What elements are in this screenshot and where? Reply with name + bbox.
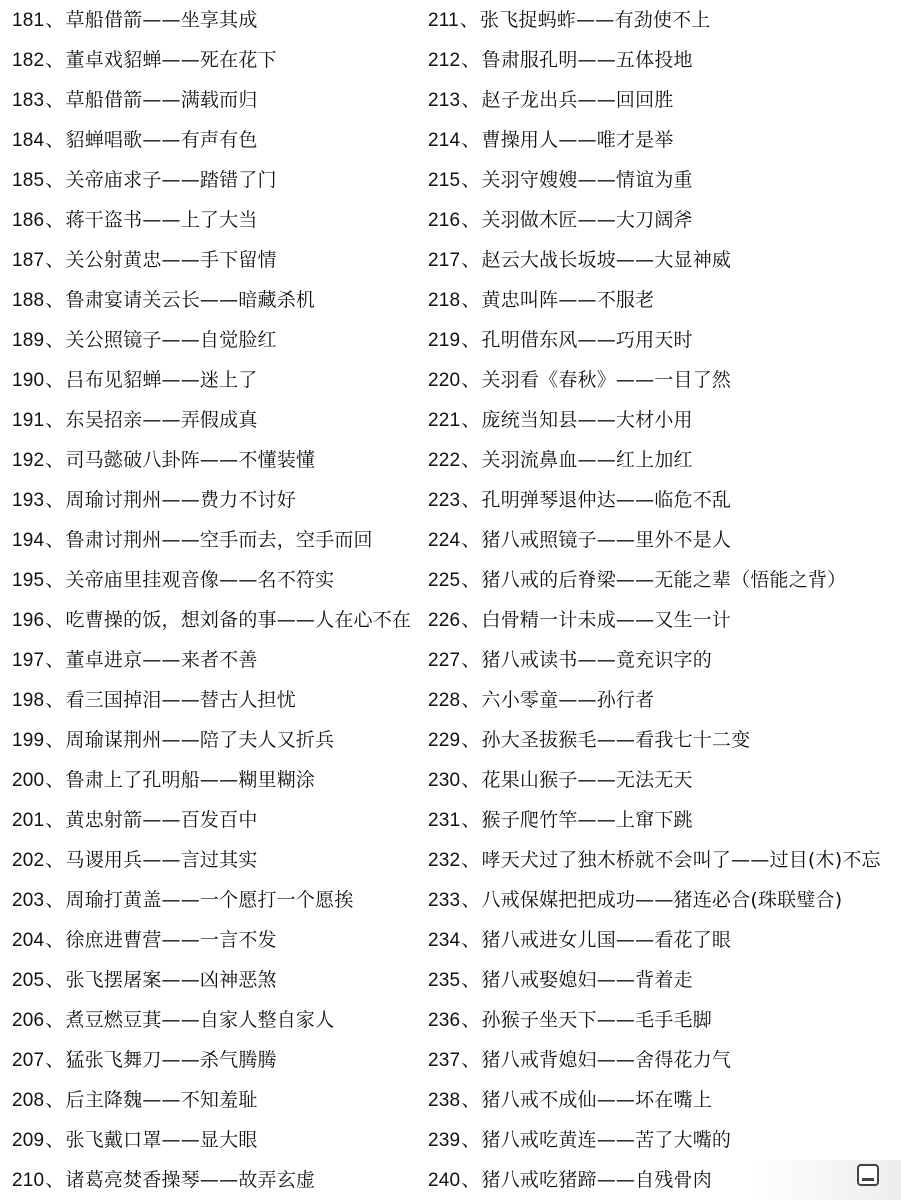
item-separator: 、 — [461, 289, 481, 311]
item-number: 239 — [428, 1130, 461, 1151]
item-number: 238 — [428, 1090, 461, 1111]
item-number: 211 — [428, 10, 459, 31]
item-separator: 、 — [45, 49, 65, 71]
item-number: 192 — [12, 450, 45, 471]
item-text: 关公射黄忠——手下留情 — [65, 249, 277, 271]
list-item — [12, 400, 430, 440]
item-number: 209 — [12, 1130, 45, 1151]
item-separator: 、 — [461, 929, 481, 951]
list-item — [428, 160, 898, 200]
item-text: 关羽看《春秋》——一目了然 — [481, 369, 732, 391]
item-number: 225 — [428, 570, 461, 591]
item-text: 鲁肃讨荆州——空手而去，空手而回 — [65, 529, 373, 551]
list-item — [12, 1120, 430, 1160]
item-separator: 、 — [45, 889, 65, 911]
item-text: 六小零童——孙行者 — [481, 689, 655, 711]
item-text: 关羽做木匠——大刀阔斧 — [481, 209, 693, 231]
item-number: 217 — [428, 250, 461, 271]
list-item — [12, 200, 430, 240]
item-text: 煮豆燃豆萁——自家人整自家人 — [65, 1009, 335, 1031]
item-separator: 、 — [45, 289, 65, 311]
item-separator: 、 — [461, 449, 481, 471]
item-text: 鲁肃服孔明——五体投地 — [481, 49, 693, 71]
item-separator: 、 — [45, 169, 65, 191]
item-text: 哮天犬过了独木桥就不会叫了——过目(木)不忘 — [481, 849, 881, 871]
item-text: 八戒保媒把把成功——猪连必合(珠联璧合) — [481, 889, 843, 911]
list-item — [428, 760, 898, 800]
item-text: 黄忠叫阵——不服老 — [481, 289, 655, 311]
item-separator: 、 — [45, 89, 65, 111]
item-text: 张飞摆屠案——凶神恶煞 — [65, 969, 277, 991]
list-item — [12, 560, 430, 600]
item-separator: 、 — [45, 1049, 65, 1071]
item-text: 貂蝉唱歌——有声有色 — [65, 129, 258, 151]
item-number: 228 — [428, 690, 461, 711]
list-item — [428, 1080, 898, 1120]
item-number: 189 — [12, 330, 45, 351]
item-number: 181 — [12, 10, 45, 31]
item-number: 216 — [428, 210, 461, 231]
item-separator: 、 — [45, 809, 65, 831]
item-number: 199 — [12, 730, 45, 751]
list-item — [12, 760, 430, 800]
item-separator: 、 — [45, 729, 65, 751]
item-number: 184 — [12, 130, 45, 151]
item-number: 188 — [12, 290, 45, 311]
item-number: 215 — [428, 170, 461, 191]
item-separator: 、 — [45, 529, 65, 551]
item-separator: 、 — [45, 249, 65, 271]
list-item — [428, 880, 898, 920]
list-item — [428, 80, 898, 120]
item-number: 222 — [428, 450, 461, 471]
item-number: 214 — [428, 130, 461, 151]
item-number: 232 — [428, 850, 461, 871]
list-item — [12, 1160, 430, 1200]
list-item — [12, 480, 430, 520]
item-text: 花果山猴子——无法无天 — [481, 769, 693, 791]
item-text: 周瑜讨荆州——费力不讨好 — [65, 489, 296, 511]
item-number: 203 — [12, 890, 45, 911]
item-text: 董卓戏貂蝉——死在花下 — [65, 49, 277, 71]
list-item — [428, 440, 898, 480]
item-separator: 、 — [461, 409, 481, 431]
list-item — [428, 680, 898, 720]
item-separator: 、 — [461, 1009, 481, 1031]
list-item — [428, 1120, 898, 1160]
item-text: 孔明弹琴退仲达——临危不乱 — [481, 489, 732, 511]
item-text: 鲁肃宴请关云长——暗藏杀机 — [65, 289, 316, 311]
list-item — [12, 720, 430, 760]
item-separator: 、 — [461, 89, 481, 111]
list-item — [12, 360, 430, 400]
list-item — [428, 0, 898, 40]
item-text: 后主降魏——不知羞耻 — [65, 1089, 258, 1111]
item-number: 191 — [12, 410, 45, 431]
item-number: 193 — [12, 490, 45, 511]
item-number: 194 — [12, 530, 45, 551]
item-number: 190 — [12, 370, 45, 391]
item-text: 关羽流鼻血——红上加红 — [481, 449, 693, 471]
item-text: 猪八戒读书——竟充识字的 — [481, 649, 712, 671]
item-separator: 、 — [461, 569, 481, 591]
item-separator: 、 — [461, 489, 481, 511]
item-text: 蒋干盗书——上了大当 — [65, 209, 258, 231]
list-item — [428, 720, 898, 760]
list-item — [428, 560, 898, 600]
item-text: 吃曹操的饭，想刘备的事——人在心不在 — [65, 609, 412, 631]
item-separator: 、 — [45, 649, 65, 671]
item-number: 230 — [428, 770, 461, 791]
list-item — [428, 800, 898, 840]
left-column — [12, 0, 430, 1200]
item-text: 诸葛亮焚香操琴——故弄玄虚 — [65, 1169, 316, 1191]
item-text: 赵云大战长坂坡——大显神威 — [481, 249, 732, 271]
item-separator: 、 — [45, 689, 65, 711]
item-number: 227 — [428, 650, 461, 671]
list-item — [428, 200, 898, 240]
list-item — [428, 960, 898, 1000]
item-number: 186 — [12, 210, 45, 231]
list-item — [12, 1040, 430, 1080]
item-number: 204 — [12, 930, 45, 951]
list-item — [12, 800, 430, 840]
item-number: 231 — [428, 810, 461, 831]
item-number: 207 — [12, 1050, 45, 1071]
item-separator: 、 — [461, 249, 481, 271]
item-separator: 、 — [461, 1169, 481, 1191]
item-separator: 、 — [45, 489, 65, 511]
item-number: 212 — [428, 50, 461, 71]
list-item — [12, 1080, 430, 1120]
item-number: 195 — [12, 570, 45, 591]
item-text: 周瑜谋荆州——陪了夫人又折兵 — [65, 729, 335, 751]
item-number: 197 — [12, 650, 45, 671]
item-text: 猪八戒的后脊梁——无能之辈（悟能之背） — [481, 569, 847, 591]
list-item — [428, 40, 898, 80]
item-number: 206 — [12, 1010, 45, 1031]
item-text: 关羽守嫂嫂——情谊为重 — [481, 169, 693, 191]
item-text: 看三国掉泪——替古人担忧 — [65, 689, 296, 711]
item-text: 白骨精一计未成——又生一计 — [481, 609, 732, 631]
item-text: 关帝庙求子——踏错了门 — [65, 169, 277, 191]
list-item — [428, 280, 898, 320]
item-number: 183 — [12, 90, 45, 111]
item-number: 202 — [12, 850, 45, 871]
list-item — [12, 120, 430, 160]
item-number: 233 — [428, 890, 461, 911]
item-separator: 、 — [45, 1129, 65, 1151]
item-text: 草船借箭——坐享其成 — [65, 9, 258, 31]
item-text: 猪八戒娶媳妇——背着走 — [481, 969, 693, 991]
list-item — [12, 880, 430, 920]
list-item — [12, 520, 430, 560]
item-number: 224 — [428, 530, 461, 551]
item-text: 孔明借东风——巧用天时 — [481, 329, 693, 351]
item-separator: 、 — [45, 969, 65, 991]
item-text: 猪八戒不成仙——坏在嘴上 — [481, 1089, 712, 1111]
item-text: 猪八戒吃猪蹄——自残骨肉 — [481, 1169, 712, 1191]
item-number: 185 — [12, 170, 45, 191]
item-separator: 、 — [45, 769, 65, 791]
item-number: 208 — [12, 1090, 45, 1111]
item-separator: 、 — [461, 729, 481, 751]
item-separator: 、 — [45, 1169, 65, 1191]
item-text: 关公照镜子——自觉脸红 — [65, 329, 277, 351]
item-separator: 、 — [461, 769, 481, 791]
item-separator: 、 — [461, 649, 481, 671]
list-item — [12, 640, 430, 680]
item-text: 张飞戴口罩——显大眼 — [65, 1129, 258, 1151]
item-text: 赵子龙出兵——回回胜 — [481, 89, 674, 111]
list-item — [12, 600, 430, 640]
item-text: 庞统当知县——大材小用 — [481, 409, 693, 431]
item-text: 孙大圣拔猴毛——看我七十二变 — [481, 729, 751, 751]
item-separator: 、 — [45, 209, 65, 231]
item-text: 周瑜打黄盖——一个愿打一个愿挨 — [65, 889, 354, 911]
list-item — [428, 1040, 898, 1080]
list-item — [12, 0, 430, 40]
item-number: 198 — [12, 690, 45, 711]
item-separator: 、 — [461, 969, 481, 991]
item-text: 司马懿破八卦阵——不懂装懂 — [65, 449, 316, 471]
item-separator: 、 — [461, 609, 481, 631]
list-item — [428, 320, 898, 360]
item-text: 关帝庙里挂观音像——名不符实 — [65, 569, 335, 591]
item-separator: 、 — [45, 409, 65, 431]
item-separator: 、 — [45, 1009, 65, 1031]
list-item — [12, 920, 430, 960]
item-separator: 、 — [461, 529, 481, 551]
list-item — [12, 240, 430, 280]
item-text: 董卓进京——来者不善 — [65, 649, 258, 671]
list-item — [12, 160, 430, 200]
item-number: 213 — [428, 90, 461, 111]
item-text: 鲁肃上了孔明船——糊里糊涂 — [65, 769, 316, 791]
item-number: 240 — [428, 1170, 461, 1191]
item-number: 223 — [428, 490, 461, 511]
item-text: 猪八戒背媳妇——舍得花力气 — [481, 1049, 732, 1071]
item-separator: 、 — [461, 809, 481, 831]
item-text: 草船借箭——满载而归 — [65, 89, 258, 111]
list-item — [428, 400, 898, 440]
list-item — [428, 120, 898, 160]
item-number: 220 — [428, 370, 461, 391]
item-number: 221 — [428, 410, 461, 431]
item-number: 237 — [428, 1050, 461, 1071]
item-number: 219 — [428, 330, 461, 351]
list-item — [12, 280, 430, 320]
item-separator: 、 — [45, 1089, 65, 1111]
list-item — [12, 680, 430, 720]
item-number: 226 — [428, 610, 461, 631]
list-item — [12, 960, 430, 1000]
list-item — [428, 600, 898, 640]
item-separator: 、 — [461, 1089, 481, 1111]
list-item — [428, 840, 898, 880]
list-item — [428, 240, 898, 280]
item-number: 218 — [428, 290, 461, 311]
item-number: 205 — [12, 970, 45, 991]
item-separator: 、 — [461, 889, 481, 911]
item-separator: 、 — [45, 369, 65, 391]
item-text: 黄忠射箭——百发百中 — [65, 809, 258, 831]
list-item — [428, 920, 898, 960]
right-column — [428, 0, 898, 1200]
item-separator: 、 — [459, 9, 480, 31]
item-separator: 、 — [45, 129, 65, 151]
item-separator: 、 — [461, 1049, 481, 1071]
list-item — [428, 1000, 898, 1040]
item-separator: 、 — [45, 849, 65, 871]
item-text: 猛张飞舞刀——杀气腾腾 — [65, 1049, 277, 1071]
item-text: 马谡用兵——言过其实 — [65, 849, 258, 871]
item-separator: 、 — [461, 849, 481, 871]
item-text: 东吴招亲——弄假成真 — [65, 409, 258, 431]
item-separator: 、 — [461, 689, 481, 711]
list-item — [12, 40, 430, 80]
item-separator: 、 — [461, 329, 481, 351]
item-number: 182 — [12, 50, 45, 71]
item-separator: 、 — [45, 569, 65, 591]
item-number: 187 — [12, 250, 45, 271]
item-text: 猪八戒进女儿国——看花了眼 — [481, 929, 732, 951]
item-separator: 、 — [45, 9, 65, 31]
item-number: 200 — [12, 770, 45, 791]
item-separator: 、 — [461, 169, 481, 191]
platform-watermark-icon — [857, 1164, 879, 1186]
item-separator: 、 — [45, 609, 65, 631]
item-separator: 、 — [461, 369, 481, 391]
item-text: 吕布见貂蝉——迷上了 — [65, 369, 258, 391]
item-number: 196 — [12, 610, 45, 631]
item-number: 236 — [428, 1010, 461, 1031]
item-separator: 、 — [45, 329, 65, 351]
list-item — [12, 1000, 430, 1040]
item-separator: 、 — [45, 449, 65, 471]
item-separator: 、 — [461, 49, 481, 71]
item-separator: 、 — [461, 129, 481, 151]
list-item — [12, 80, 430, 120]
item-text: 猪八戒吃黄连——苦了大嘴的 — [481, 1129, 732, 1151]
item-text: 曹操用人——唯才是举 — [481, 129, 674, 151]
item-separator: 、 — [45, 929, 65, 951]
item-text: 猴子爬竹竿——上窜下跳 — [481, 809, 693, 831]
item-separator: 、 — [461, 1129, 481, 1151]
item-separator: 、 — [461, 209, 481, 231]
item-text: 徐庶进曹营——一言不发 — [65, 929, 277, 951]
list-item — [428, 480, 898, 520]
item-number: 229 — [428, 730, 461, 751]
item-number: 210 — [12, 1170, 45, 1191]
list-item — [428, 640, 898, 680]
list-item — [428, 520, 898, 560]
list-item — [12, 440, 430, 480]
list-item — [12, 320, 430, 360]
item-text: 孙猴子坐天下——毛手毛脚 — [481, 1009, 712, 1031]
list-item — [428, 360, 898, 400]
item-number: 201 — [12, 810, 45, 831]
item-text: 张飞捉蚂蚱——有劲使不上 — [480, 9, 711, 31]
item-text: 猪八戒照镜子——里外不是人 — [481, 529, 732, 551]
list-item — [12, 840, 430, 880]
item-number: 234 — [428, 930, 461, 951]
item-number: 235 — [428, 970, 461, 991]
